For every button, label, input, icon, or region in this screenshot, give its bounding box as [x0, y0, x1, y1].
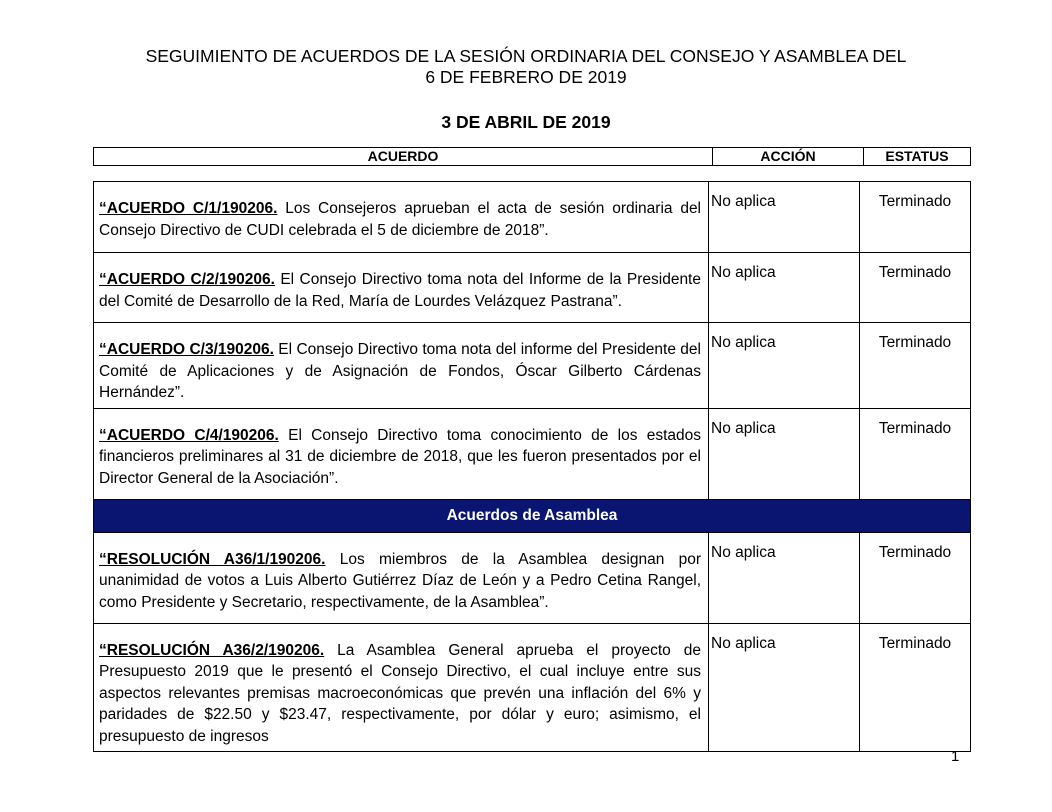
agreement-ref: “ACUERDO C/2/190206.: [99, 271, 275, 288]
acuerdo-cell: [94, 323, 709, 409]
title-line-2: 6 DE FEBRERO DE 2019: [425, 67, 627, 87]
agreement-text: El Consejo Directivo toma nota del Informe de la Presidente del Comité de Desarrollo de la Red, María de Lourdes Velázquez Pastrana”.: [99, 271, 701, 310]
resolution-text: La Asamblea General aprueba el proyecto de Presupuesto 2019 que le presentó el Consejo Directivo, el cual incluye entre sus aspectos relevantes premisas macroeconómicas que prevén una inflación del 6% y paridades de $22.50 y $23.47, respectivamente, por dólar y euro; asimismo, el presupuesto de ingresos: [99, 641, 701, 745]
table-row: [94, 408, 971, 499]
column-header-table: [93, 147, 971, 166]
page-number: 1: [951, 748, 960, 765]
title-line-1: SEGUIMIENTO DE ACUERDOS DE LA SESIÓN ORDINARIA DEL CONSEJO Y ASAMBLEA DEL: [145, 46, 907, 66]
resolution-ref: “RESOLUCIÓN A36/1/190206.: [99, 550, 326, 568]
table-row: [94, 623, 971, 752]
agreement-text: El Consejo Directivo toma conocimiento de los estados financieros preliminares al 31 de diciembre de 2018, que les fueron presentados por el Director General de la Asociación”.: [99, 426, 702, 487]
estatus-cell: Terminado: [860, 182, 971, 253]
acuerdo-cell: [94, 253, 709, 323]
table-row: [94, 323, 971, 409]
table-row: [94, 532, 971, 623]
accion-cell: No aplica: [709, 532, 860, 623]
agreement-text: El Consejo Directivo toma nota del informe del Presidente del Comité de Aplicaciones y de Asignación de Fondos, Óscar Gilberto Cárdenas Hernández”.: [99, 341, 701, 401]
section-header-row: [94, 499, 971, 532]
estatus-cell: Terminado: [860, 253, 971, 323]
accion-cell: No aplica: [709, 323, 860, 409]
agreement-text: Los Consejeros aprueban el acta de sesión ordinaria del Consejo Directivo de CUDI celebrada el 5 de diciembre de 2018”.: [99, 200, 702, 239]
agreement-ref: “ACUERDO C/4/190206.: [99, 426, 279, 444]
agreement-ref: “ACUERDO C/3/190206.: [99, 341, 274, 358]
table-row: [94, 182, 971, 253]
table-row: [94, 253, 971, 323]
estatus-cell: Terminado: [860, 623, 971, 752]
estatus-cell: Terminado: [860, 532, 971, 623]
accion-cell: No aplica: [709, 182, 860, 253]
resolution-ref: “RESOLUCIÓN A36/2/190206.: [99, 641, 325, 659]
accion-cell: No aplica: [709, 408, 860, 499]
agreements-table: [93, 181, 971, 752]
header-accion: ACCIÓN: [713, 148, 864, 166]
header-acuerdo: ACUERDO: [94, 148, 713, 166]
header-estatus: ESTATUS: [864, 148, 971, 166]
accion-cell: No aplica: [709, 253, 860, 323]
accion-cell: No aplica: [709, 623, 860, 752]
agreement-ref: “ACUERDO C/1/190206.: [99, 200, 278, 217]
acuerdo-cell: [94, 182, 709, 253]
section-title: Acuerdos de Asamblea: [94, 499, 971, 532]
acuerdo-cell: [94, 408, 709, 499]
acuerdo-cell: [94, 623, 709, 752]
resolution-text: Los miembros de la Asamblea designan por unanimidad de votos a Luis Alberto Gutiérrez Díaz de León y a Pedro Cetina Rangel, como Presidente y Secretario, respectivamente, de la Asamblea”.: [99, 550, 701, 611]
estatus-cell: Terminado: [860, 323, 971, 409]
document-title: [0, 46, 1052, 88]
acuerdo-cell: [94, 532, 709, 623]
document-date: 3 DE ABRIL DE 2019: [441, 112, 611, 132]
estatus-cell: Terminado: [860, 408, 971, 499]
